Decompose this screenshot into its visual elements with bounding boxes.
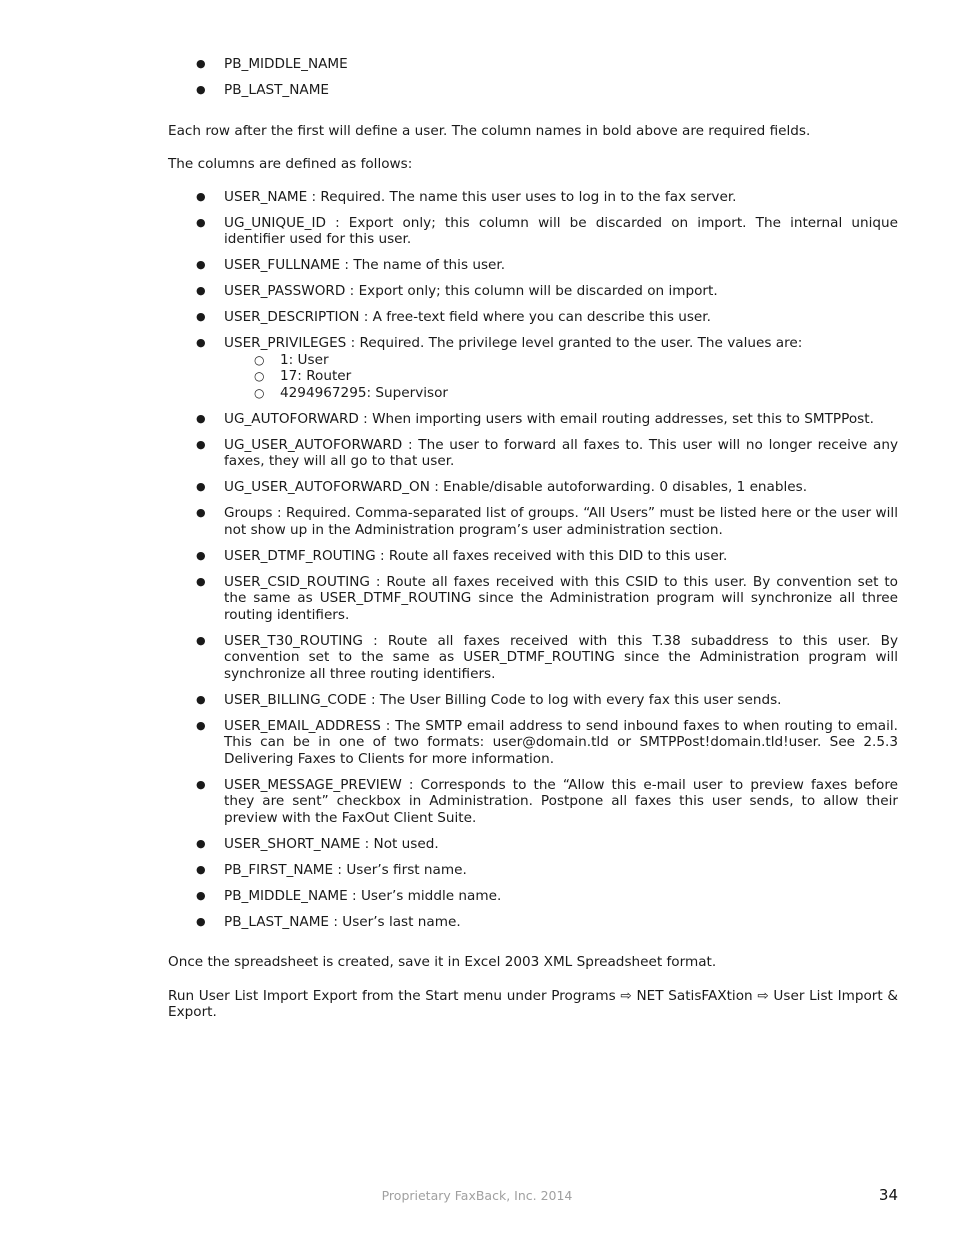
column-definition-item [168,574,898,624]
document-body [168,56,898,1021]
bullet-icon: ● [196,411,206,425]
bullet-icon: ● [196,777,206,791]
column-definition-item [168,283,898,300]
column-definition-item [168,777,898,827]
bullet-icon: ● [196,888,206,902]
circle-bullet-icon: ○ [254,352,265,367]
paragraph-rows: Each row after the first will define a user. The column names in bold above are required fields. [168,122,811,139]
bullet-icon: ● [196,284,206,297]
list-item [168,82,898,99]
column-definition-text: USER_PASSWORD : Export only; this column will be discarded on import. [224,283,718,299]
top-bullet-list [168,56,898,99]
column-definition-item [168,836,898,853]
bullet-icon: ● [196,215,206,229]
privilege-value-item [224,368,898,385]
list-item [168,56,898,73]
column-definition-item [168,309,898,326]
bullet-icon: ● [196,718,206,732]
bullet-icon: ● [196,258,206,271]
column-definition-item [168,505,898,538]
circle-bullet-icon: ○ [254,369,265,383]
circle-bullet-icon: ○ [254,385,265,400]
bullet-icon: ● [196,548,206,562]
column-definition-text: PB_FIRST_NAME : User’s first name. [224,861,467,878]
bullet-icon: ● [196,506,206,519]
column-definition-text: USER_CSID_ROUTING : Route all faxes received with this CSID to this user. By convention set to the same as USER_DTMF_ROUTING since the Administration program will synchronize all three routing identifiers. [224,573,898,623]
privilege-value-text: 17: Router [280,368,352,384]
column-definition-text: PB_LAST_NAME : User’s last name. [224,913,461,930]
bullet-icon: ● [196,862,206,876]
paragraph-run: Run User List Import Export from the Start menu under Programs ⇨ NET SatisFAXtion ⇨ User List Import & Export. [168,987,898,1020]
bullet-icon: ● [196,83,206,96]
column-definition-item [168,914,898,931]
column-definition-item [168,692,898,709]
bullet-icon: ● [196,336,206,349]
column-definition-text: UG_USER_AUTOFORWARD_ON : Enable/disable autoforwarding. 0 disables, 1 enables. [224,479,808,495]
column-definition-text: USER_DTMF_ROUTING : Route all faxes received with this DID to this user. [224,547,728,564]
column-definition-text: USER_FULLNAME : The name of this user. [224,257,506,273]
column-definition-item [168,633,898,683]
bullet-icon: ● [196,437,206,451]
column-definition-text: USER_SHORT_NAME : Not used. [224,835,439,852]
privilege-value-text: 1: User [280,351,329,368]
column-definition-text: UG_UNIQUE_ID : Export only; this column will be discarded on import. The internal unique identifier used for this user. [224,214,898,247]
paragraph-save: Once the spreadsheet is created, save it in Excel 2003 XML Spreadsheet format. [168,954,717,970]
column-definition-text: USER_DESCRIPTION : A free-text field where you can describe this user. [224,309,711,325]
column-definition-item [168,437,898,470]
column-definition-text: USER_PRIVILEGES : Required. The privilege level granted to the user. The values are: [224,335,803,351]
list-item-text: PB_MIDDLE_NAME [224,56,348,72]
column-definition-text: PB_MIDDLE_NAME : User’s middle name. [224,887,502,904]
column-definition-text: USER_BILLING_CODE : The User Billing Code to log with every fax this user sends. [224,691,782,708]
bullet-icon: ● [196,57,206,70]
list-item-text: PB_LAST_NAME [224,82,330,98]
privilege-value-item [224,352,898,369]
column-definition-list [168,189,898,931]
column-definition-item [168,862,898,879]
page-number: 34 [878,1186,898,1204]
column-definition-text: USER_EMAIL_ADDRESS : The SMTP email address to send inbound faxes to when routing to email. This can be in one of two formats: user@domain.tld or SMTPPost!domain.tld!user. See 2.5.3 Delivering Faxes to Clients for more information. [224,717,898,767]
privilege-values-list [224,352,898,402]
bullet-icon: ● [196,480,206,493]
column-definition-item [168,548,898,565]
column-definition-text: USER_MESSAGE_PREVIEW : Corresponds to the “Allow this e-mail user to preview faxes before they are sent” checkbox in Administration. Postpone all faxes this user sends, to allow their preview with the FaxOut Client Suite. [224,776,898,826]
column-definition-item [168,189,898,206]
column-definition-item [168,215,898,248]
column-definition-item [168,411,898,428]
bullet-icon: ● [196,914,206,928]
privilege-value-text: 4294967295: Supervisor [280,384,449,401]
column-definition-item [168,257,898,274]
column-definition-text: UG_AUTOFORWARD : When importing users with email routing addresses, set this to SMTPPost. [224,410,874,427]
bullet-icon: ● [196,633,206,647]
page-footer [0,1188,954,1206]
column-definition-item [168,479,898,496]
bullet-icon: ● [196,836,206,850]
column-definition-item [168,888,898,905]
privilege-value-item [224,385,898,402]
paragraph-columns: The columns are defined as follows: [168,156,413,172]
bullet-icon: ● [196,574,206,588]
column-definition-text: USER_T30_ROUTING : Route all faxes received with this T.38 subaddress to this user. By convention set to the same as USER_DTMF_ROUTING since the Administration program will synchronize all three routing identifiers. [224,632,898,682]
bullet-icon: ● [196,310,206,323]
bullet-icon: ● [196,692,206,706]
column-definition-item [168,335,898,401]
column-definition-text: Groups : Required. Comma-separated list of groups. “All Users” must be listed here or the user will not show up in the Administration program’s user administration section. [224,505,898,538]
bullet-icon: ● [196,189,206,203]
column-definition-text: USER_NAME : Required. The name this user uses to log in to the fax server. [224,188,737,205]
column-definition-item [168,718,898,768]
footer-text: Proprietary FaxBack, Inc. 2014 [381,1188,573,1203]
column-definition-text: UG_USER_AUTOFORWARD : The user to forward all faxes to. This user will no longer receive any faxes, they will all go to that user. [224,436,898,469]
